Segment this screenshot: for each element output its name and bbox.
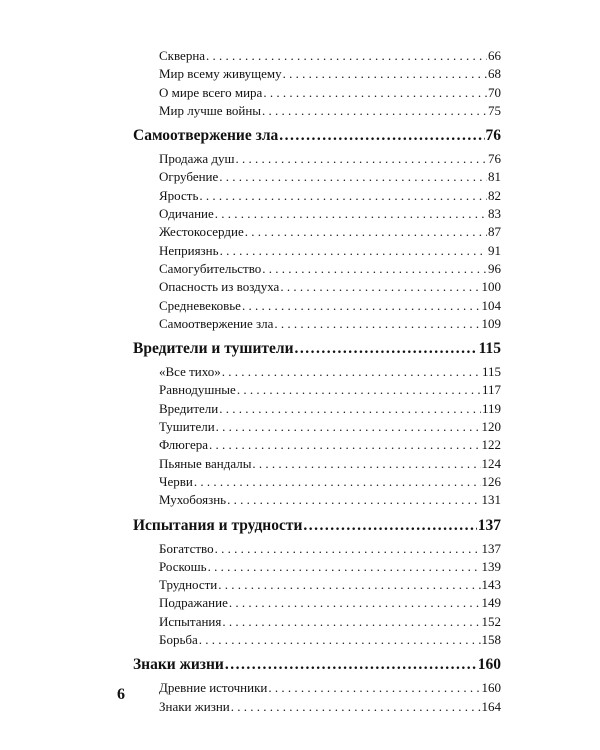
toc-entry <box>159 47 501 65</box>
entry-page-number: 104 <box>481 297 501 313</box>
dot-leader <box>229 594 481 612</box>
dot-leader <box>242 297 481 315</box>
entry-page-number: 117 <box>481 382 501 398</box>
entry-title: Средневековье <box>159 297 241 313</box>
entry-title: Знаки жизни <box>159 698 230 714</box>
entry-page-number: 126 <box>481 473 501 489</box>
toc-entry <box>159 473 501 491</box>
entry-title: Самогубительство <box>159 260 262 276</box>
entry-title: Черви <box>159 473 193 489</box>
section-title: Испытания и трудности <box>133 516 303 534</box>
toc-entry <box>159 455 501 473</box>
toc-entry <box>159 613 501 631</box>
dot-leader <box>216 418 481 436</box>
dot-leader <box>268 679 480 697</box>
entry-title: Жестокосердие <box>159 224 244 240</box>
entry-page-number: 81 <box>488 169 501 185</box>
entry-page-number: 91 <box>488 242 501 258</box>
toc-entry <box>159 698 501 716</box>
entry-page-number: 75 <box>488 102 501 118</box>
entry-page-number: 131 <box>481 492 501 508</box>
dot-leader <box>215 540 481 558</box>
toc-entry <box>159 363 501 381</box>
section-page-number: 160 <box>477 656 501 674</box>
dot-leader <box>279 125 484 147</box>
entry-page-number: 158 <box>481 632 501 648</box>
toc-entry <box>159 260 501 278</box>
entry-title: Роскошь <box>159 558 207 574</box>
entry-title: «Все тихо» <box>159 364 221 380</box>
toc-entry <box>159 168 501 186</box>
entry-title: Борьба <box>159 632 198 648</box>
toc-entry <box>159 242 501 260</box>
entry-title: Самоотвержение зла <box>159 315 274 331</box>
toc-entry <box>159 594 501 612</box>
entry-title: Ярость <box>159 187 199 203</box>
dot-leader <box>206 47 487 65</box>
toc-entry <box>159 558 501 576</box>
entry-page-number: 139 <box>481 558 501 574</box>
entry-page-number: 122 <box>481 437 501 453</box>
section-title: Вредители и тушители <box>133 340 294 358</box>
dot-leader <box>280 278 480 296</box>
dot-leader <box>303 515 476 537</box>
toc-entry <box>159 418 501 436</box>
toc-entry <box>159 65 501 83</box>
entry-title: Вредители <box>159 400 219 416</box>
section-page-number: 137 <box>477 516 501 534</box>
table-of-contents <box>133 47 501 716</box>
entry-page-number: 149 <box>481 595 501 611</box>
entry-title: Мухобоязнь <box>159 492 227 508</box>
dot-leader <box>225 654 477 676</box>
dot-leader <box>231 698 481 716</box>
toc-entry <box>159 102 501 120</box>
entry-page-number: 160 <box>481 680 501 696</box>
page-number: 6 <box>117 686 125 703</box>
entry-page-number: 83 <box>488 206 501 222</box>
dot-leader <box>227 491 480 509</box>
entry-title: О мире всего мира <box>159 84 263 100</box>
dot-leader <box>199 631 481 649</box>
dot-leader <box>262 102 487 120</box>
toc-section-heading <box>133 125 501 147</box>
dot-leader <box>220 242 487 260</box>
section-title: Самоотвержение зла <box>133 127 279 145</box>
toc-entry <box>159 679 501 697</box>
section-title: Знаки жизни <box>133 656 224 674</box>
dot-leader <box>215 205 487 223</box>
toc-entry <box>159 187 501 205</box>
dot-leader <box>295 338 478 360</box>
dot-leader <box>263 84 487 102</box>
dot-leader <box>262 260 487 278</box>
entry-title: Равнодушные <box>159 382 236 398</box>
dot-leader <box>209 436 480 454</box>
entry-page-number: 119 <box>481 400 501 416</box>
entry-title: Неприязнь <box>159 242 219 258</box>
dot-leader <box>222 613 480 631</box>
dot-leader <box>283 65 487 83</box>
toc-entry <box>159 491 501 509</box>
entry-page-number: 124 <box>481 455 501 471</box>
entry-title: Скверна <box>159 48 206 63</box>
toc-entry <box>159 223 501 241</box>
dot-leader <box>219 400 481 418</box>
toc-entry <box>159 436 501 454</box>
dot-leader <box>218 576 480 594</box>
entry-page-number: 109 <box>481 315 501 331</box>
entry-page-number: 66 <box>488 48 501 63</box>
toc-entry <box>159 84 501 102</box>
toc-section-heading <box>133 654 501 676</box>
toc-entry <box>159 205 501 223</box>
entry-title: Испытания <box>159 613 222 629</box>
toc-entry <box>159 631 501 649</box>
toc-entry <box>159 315 501 333</box>
dot-leader <box>245 223 487 241</box>
toc-entry <box>159 150 501 168</box>
entry-title: Мир лучше войны <box>159 102 262 118</box>
toc-entry <box>159 381 501 399</box>
section-page-number: 115 <box>478 340 501 358</box>
entry-page-number: 96 <box>488 260 501 276</box>
entry-title: Подражание <box>159 595 228 611</box>
entry-page-number: 152 <box>481 613 501 629</box>
entry-page-number: 120 <box>481 419 501 435</box>
dot-leader <box>194 473 481 491</box>
toc-entry <box>159 297 501 315</box>
entry-page-number: 164 <box>481 698 501 714</box>
dot-leader <box>236 150 487 168</box>
toc-entry <box>159 576 501 594</box>
entry-page-number: 70 <box>488 84 501 100</box>
dot-leader <box>219 168 487 186</box>
entry-title: Тушители <box>159 419 215 435</box>
dot-leader <box>199 187 487 205</box>
dot-leader <box>274 315 480 333</box>
entry-title: Богатство <box>159 540 214 556</box>
entry-page-number: 143 <box>481 577 501 593</box>
entry-title: Древние источники <box>159 680 268 696</box>
entry-page-number: 100 <box>481 279 501 295</box>
entry-title: Продажа душ <box>159 151 235 167</box>
entry-page-number: 137 <box>481 540 501 556</box>
entry-title: Трудности <box>159 577 218 593</box>
entry-title: Пьяные вандалы <box>159 455 252 471</box>
entry-title: Флюгера <box>159 437 209 453</box>
dot-leader <box>208 558 481 576</box>
section-page-number: 76 <box>485 127 501 145</box>
entry-title: Опасность из воздуха <box>159 279 280 295</box>
entry-page-number: 115 <box>481 364 501 380</box>
toc-entry <box>159 540 501 558</box>
entry-title: Мир всему живущему <box>159 66 282 82</box>
entry-page-number: 76 <box>488 151 501 167</box>
toc-entry <box>159 278 501 296</box>
entry-page-number: 68 <box>488 66 501 82</box>
dot-leader <box>222 363 481 381</box>
toc-entry <box>159 400 501 418</box>
dot-leader <box>237 381 481 399</box>
toc-section-heading <box>133 338 501 360</box>
entry-page-number: 82 <box>488 187 501 203</box>
entry-page-number: 87 <box>488 224 501 240</box>
dot-leader <box>252 455 480 473</box>
entry-title: Одичание <box>159 206 214 222</box>
toc-section-heading <box>133 515 501 537</box>
entry-title: Огрубение <box>159 169 219 185</box>
